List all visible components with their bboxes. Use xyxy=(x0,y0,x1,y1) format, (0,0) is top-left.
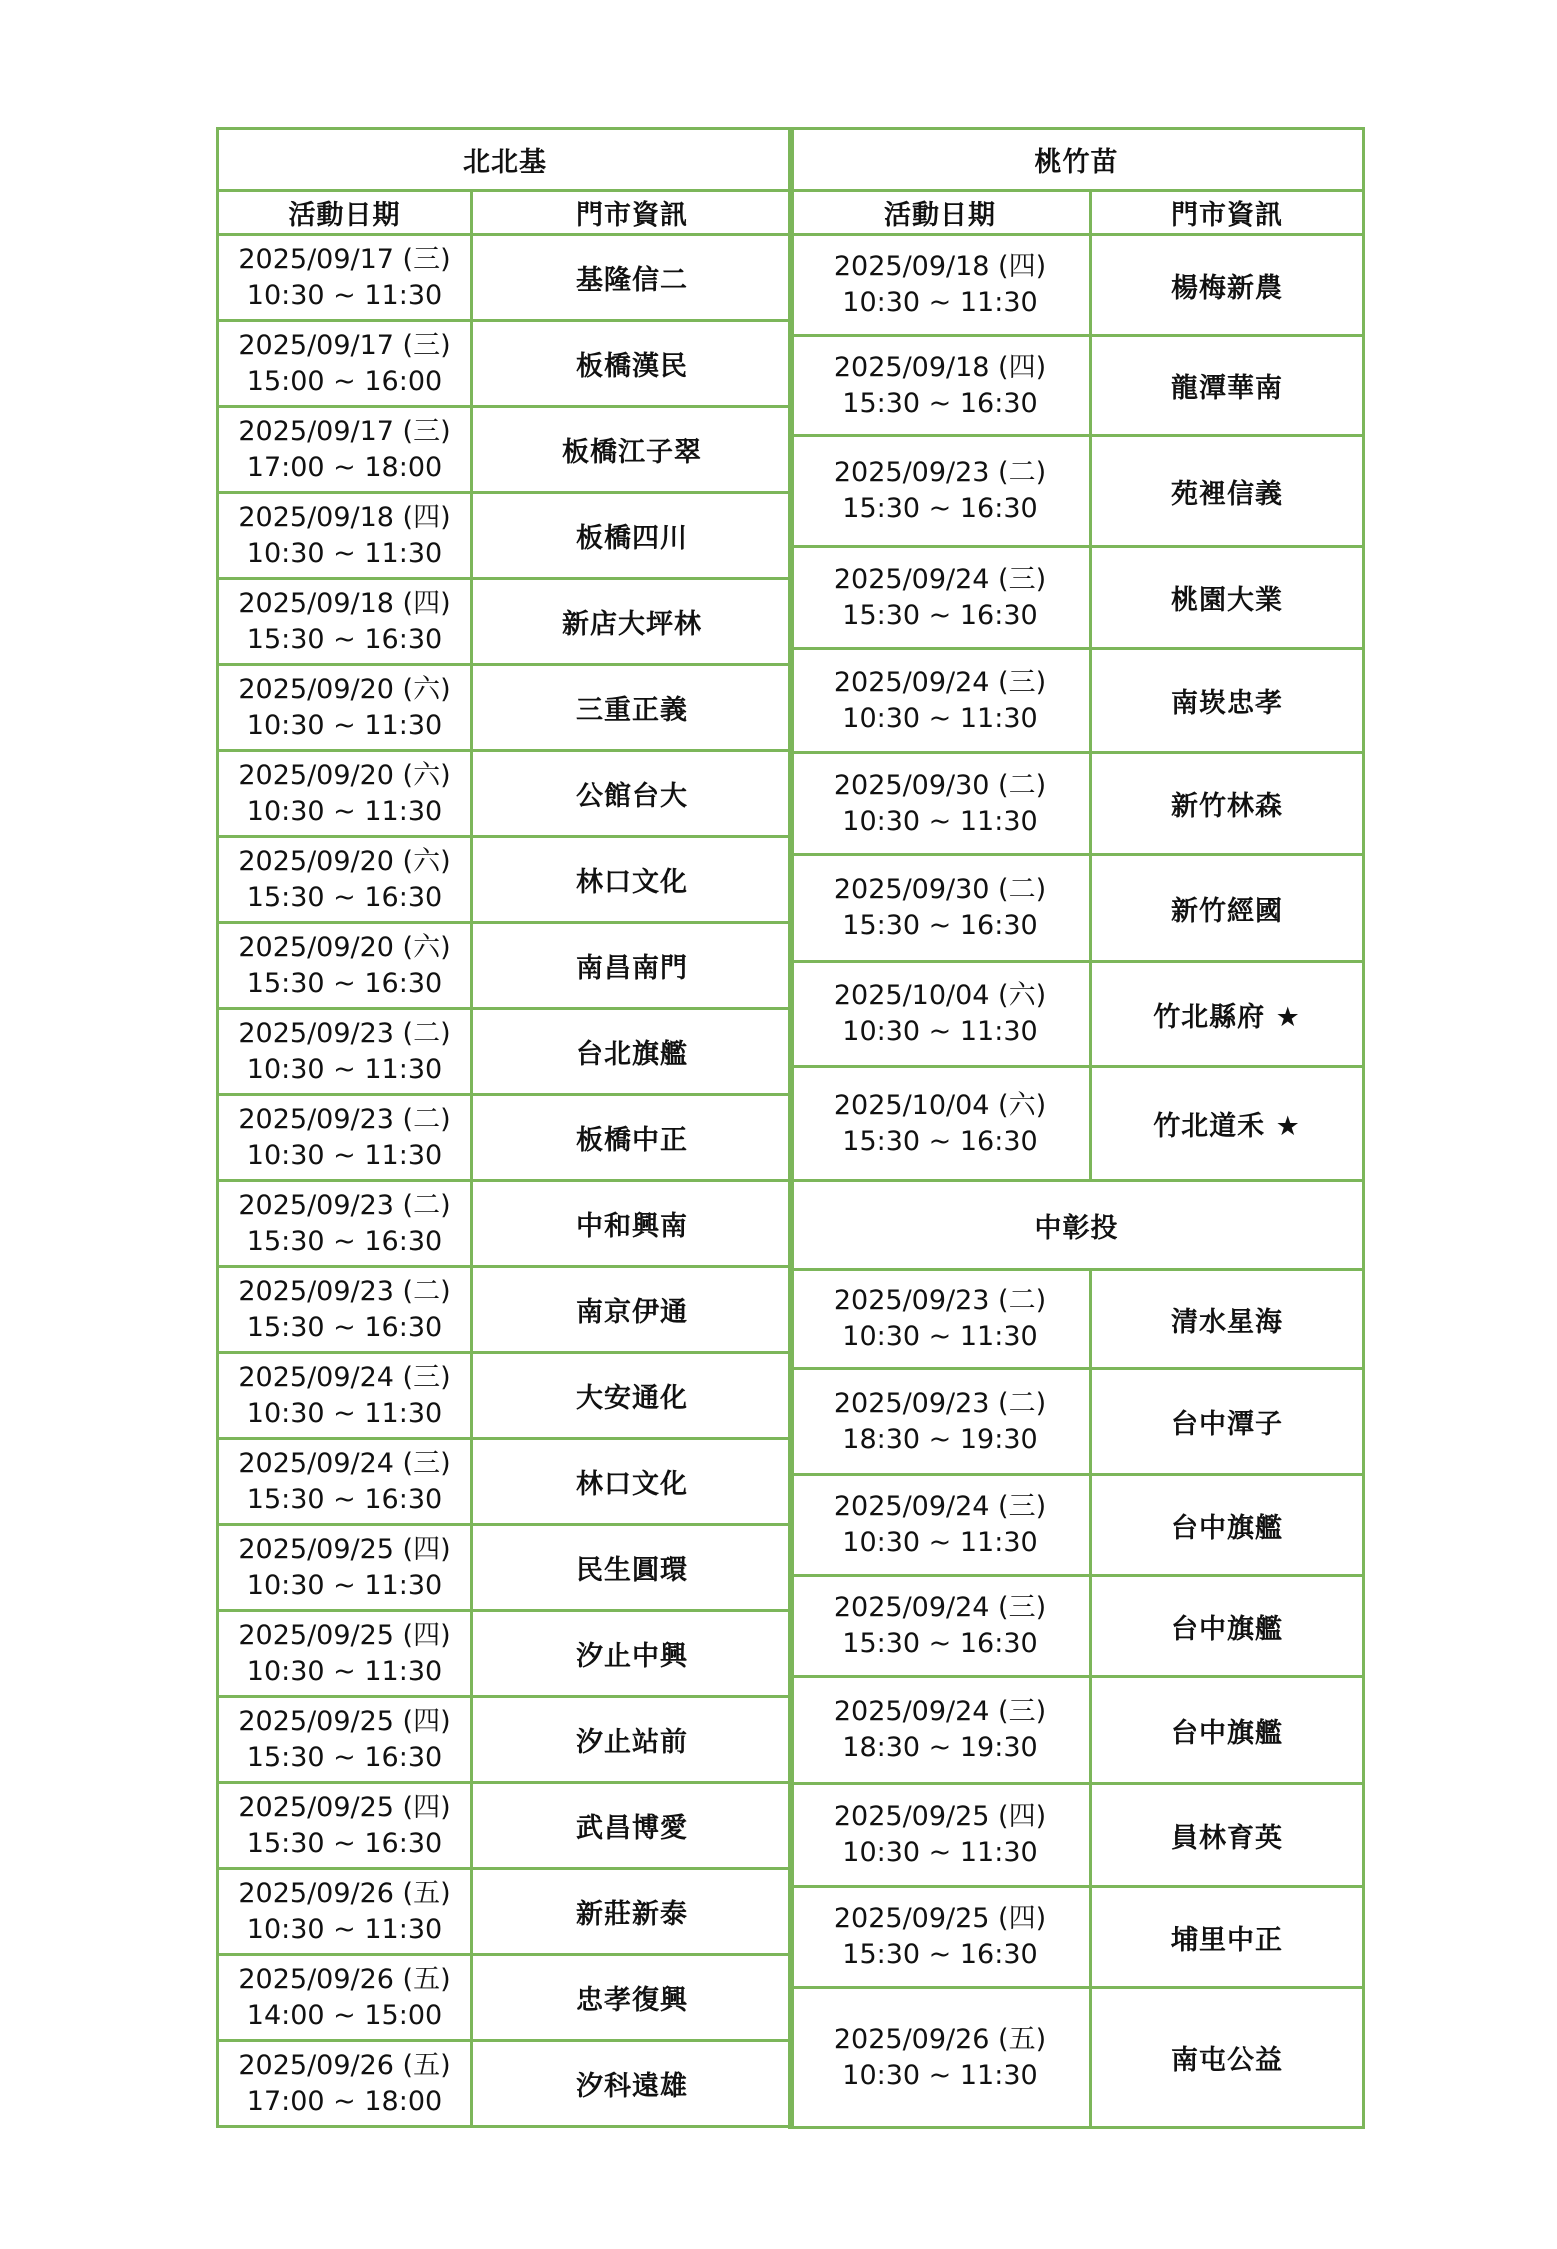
event-date-cell xyxy=(790,1475,1091,1576)
store-name: 埔里中正 xyxy=(1091,1887,1364,1988)
event-time: 15:30 ~ 16:30 xyxy=(246,1483,443,1515)
store-name: 武昌博愛 xyxy=(472,1783,793,1869)
store-name: 新竹經國 xyxy=(1091,855,1364,962)
store-name: 忠孝復興 xyxy=(472,1955,793,2041)
store-name: 新竹林森 xyxy=(1091,753,1364,855)
event-date-cell xyxy=(218,665,472,751)
store-name: 台中潭子 xyxy=(1091,1369,1364,1475)
table-row xyxy=(218,837,793,923)
event-date-cell xyxy=(218,1009,472,1095)
event-time: 15:30 ~ 16:30 xyxy=(246,1827,443,1859)
event-date: 2025/09/24 (三) xyxy=(833,666,1047,698)
event-time: 15:30 ~ 16:30 xyxy=(246,1741,443,1773)
table-row xyxy=(790,235,1364,336)
table-row xyxy=(790,547,1364,649)
event-date: 2025/09/17 (三) xyxy=(238,329,451,361)
event-date-cell xyxy=(790,649,1091,753)
region-header: 北北基 xyxy=(218,129,793,191)
event-date-cell xyxy=(218,923,472,1009)
event-date: 2025/09/24 (三) xyxy=(833,1491,1047,1522)
store-name: 竹北道禾 ★ xyxy=(1091,1067,1364,1181)
event-date-cell xyxy=(790,336,1091,436)
event-date-cell xyxy=(218,235,472,321)
event-date: 2025/09/24 (三) xyxy=(238,1361,451,1393)
event-time: 15:30 ~ 16:30 xyxy=(842,910,1038,941)
table-row xyxy=(218,1267,793,1353)
table-row xyxy=(790,753,1364,855)
table-row xyxy=(218,1697,793,1783)
event-time: 10:30 ~ 11:30 xyxy=(246,1139,443,1171)
store-name: 員林育英 xyxy=(1091,1784,1364,1887)
event-date: 2025/09/26 (五) xyxy=(238,2049,451,2081)
event-time: 10:30 ~ 11:30 xyxy=(246,709,443,741)
event-date-cell xyxy=(790,1677,1091,1784)
event-date-cell xyxy=(790,855,1091,962)
table-row xyxy=(218,1181,793,1267)
store-name: 板橋中正 xyxy=(472,1095,793,1181)
event-date: 2025/09/18 (四) xyxy=(238,587,451,619)
event-date: 2025/09/25 (四) xyxy=(833,1801,1047,1832)
region-table-north xyxy=(216,127,794,2128)
table-row xyxy=(218,1611,793,1697)
region-table-central xyxy=(788,127,1365,2129)
table-row xyxy=(218,407,793,493)
event-date-cell xyxy=(218,1783,472,1869)
event-time: 15:00 ~ 16:00 xyxy=(246,365,443,397)
event-time: 10:30 ~ 11:30 xyxy=(246,1913,443,1945)
event-date: 2025/09/24 (三) xyxy=(833,1696,1047,1727)
event-time: 10:30 ~ 11:30 xyxy=(246,537,443,569)
event-date: 2025/09/20 (六) xyxy=(238,673,451,705)
event-time: 10:30 ~ 11:30 xyxy=(246,1397,443,1429)
table-row xyxy=(790,1270,1364,1369)
event-date-cell xyxy=(790,1576,1091,1677)
table-row xyxy=(790,336,1364,436)
event-time: 10:30 ~ 11:30 xyxy=(842,1016,1038,1047)
event-date-cell xyxy=(790,962,1091,1067)
store-name: 南昌南門 xyxy=(472,923,793,1009)
event-time: 10:30 ~ 11:30 xyxy=(246,279,443,311)
event-date: 2025/09/20 (六) xyxy=(238,759,451,791)
event-time: 10:30 ~ 11:30 xyxy=(246,795,443,827)
table-row xyxy=(790,1887,1364,1988)
event-date: 2025/09/23 (二) xyxy=(833,1285,1047,1316)
table-row xyxy=(218,321,793,407)
event-date-cell xyxy=(218,1267,472,1353)
region-header: 桃竹苗 xyxy=(790,129,1364,191)
event-date-cell xyxy=(218,579,472,665)
event-date-cell xyxy=(218,407,472,493)
event-time: 15:30 ~ 16:30 xyxy=(842,1628,1038,1659)
store-name: 民生圓環 xyxy=(472,1525,793,1611)
event-time: 10:30 ~ 11:30 xyxy=(842,1321,1038,1352)
event-time: 10:30 ~ 11:30 xyxy=(246,1569,443,1601)
column-header-store: 門市資訊 xyxy=(472,191,793,235)
event-date-cell xyxy=(790,1067,1091,1181)
event-date: 2025/09/23 (二) xyxy=(238,1189,451,1221)
event-date: 2025/09/17 (三) xyxy=(238,243,451,275)
event-time: 15:30 ~ 16:30 xyxy=(842,1125,1038,1157)
event-date: 2025/09/26 (五) xyxy=(238,1877,451,1909)
store-name: 板橋漢民 xyxy=(472,321,793,407)
event-date: 2025/09/20 (六) xyxy=(238,845,451,877)
event-date-cell xyxy=(790,1369,1091,1475)
store-name: 南京伊通 xyxy=(472,1267,793,1353)
event-time: 15:30 ~ 16:30 xyxy=(246,967,443,999)
event-date-cell xyxy=(218,493,472,579)
event-date-cell xyxy=(790,1784,1091,1887)
event-time: 15:30 ~ 16:30 xyxy=(246,1225,443,1257)
event-date-cell xyxy=(218,1439,472,1525)
event-date: 2025/09/26 (五) xyxy=(238,1963,451,1995)
store-name: 南屯公益 xyxy=(1091,1988,1364,2128)
table-row xyxy=(218,923,793,1009)
event-time: 17:00 ~ 18:00 xyxy=(246,2085,443,2117)
event-time: 18:30 ~ 19:30 xyxy=(842,1423,1038,1455)
event-time: 18:30 ~ 19:30 xyxy=(842,1732,1038,1763)
store-name: 林口文化 xyxy=(472,1439,793,1525)
event-date: 2025/09/24 (三) xyxy=(833,1592,1047,1623)
table-row xyxy=(218,235,793,321)
store-name: 汐止站前 xyxy=(472,1697,793,1783)
store-name: 桃園大業 xyxy=(1091,547,1364,649)
event-date-cell xyxy=(218,1525,472,1611)
event-date: 2025/09/25 (四) xyxy=(238,1791,451,1823)
table-row xyxy=(218,1525,793,1611)
column-header-date: 活動日期 xyxy=(790,191,1091,235)
store-name: 新莊新泰 xyxy=(472,1869,793,1955)
event-time: 15:30 ~ 16:30 xyxy=(842,493,1038,524)
event-time: 15:30 ~ 16:30 xyxy=(842,599,1038,631)
table-row xyxy=(218,579,793,665)
event-date: 2025/09/30 (二) xyxy=(833,769,1047,801)
event-date: 2025/10/04 (六) xyxy=(833,980,1047,1011)
table-row xyxy=(218,1869,793,1955)
event-date: 2025/09/18 (四) xyxy=(238,501,451,533)
table-row xyxy=(790,1988,1364,2128)
event-time: 10:30 ~ 11:30 xyxy=(842,1837,1038,1868)
event-date-cell xyxy=(790,1270,1091,1369)
table-row xyxy=(218,1095,793,1181)
event-date-cell xyxy=(218,1353,472,1439)
store-name: 汐科遠雄 xyxy=(472,2041,793,2127)
store-name: 公館台大 xyxy=(472,751,793,837)
event-date-cell xyxy=(790,1887,1091,1988)
event-date-cell xyxy=(218,1611,472,1697)
store-name: 三重正義 xyxy=(472,665,793,751)
store-name: 板橋江子翠 xyxy=(472,407,793,493)
table-row xyxy=(790,1784,1364,1887)
store-name: 苑裡信義 xyxy=(1091,436,1364,547)
event-date-cell xyxy=(218,1181,472,1267)
event-date-cell xyxy=(790,753,1091,855)
event-time: 15:30 ~ 16:30 xyxy=(842,1939,1038,1970)
store-name: 竹北縣府 ★ xyxy=(1091,962,1364,1067)
table-row xyxy=(790,855,1364,962)
event-date: 2025/09/18 (四) xyxy=(833,251,1047,282)
store-name: 中和興南 xyxy=(472,1181,793,1267)
event-date-cell xyxy=(218,1095,472,1181)
table-row xyxy=(218,1353,793,1439)
store-name: 大安通化 xyxy=(472,1353,793,1439)
event-date: 2025/09/25 (四) xyxy=(238,1533,451,1565)
store-name: 板橋四川 xyxy=(472,493,793,579)
event-time: 10:30 ~ 11:30 xyxy=(842,2059,1038,2091)
table-row xyxy=(218,1439,793,1525)
event-date-cell xyxy=(218,751,472,837)
event-date-cell xyxy=(218,2041,472,2127)
event-date: 2025/09/30 (二) xyxy=(833,874,1047,905)
store-name: 台中旗艦 xyxy=(1091,1475,1364,1576)
event-time: 15:30 ~ 16:30 xyxy=(842,387,1038,419)
event-time: 10:30 ~ 11:30 xyxy=(842,1527,1038,1558)
event-date: 2025/09/23 (二) xyxy=(238,1275,451,1307)
event-date: 2025/09/18 (四) xyxy=(833,351,1047,383)
region-header: 中彰投 xyxy=(790,1181,1364,1270)
store-name: 汐止中興 xyxy=(472,1611,793,1697)
event-date-cell xyxy=(218,321,472,407)
table-row xyxy=(218,751,793,837)
event-time: 17:00 ~ 18:00 xyxy=(246,451,443,483)
store-name: 楊梅新農 xyxy=(1091,235,1364,336)
event-time: 15:30 ~ 16:30 xyxy=(246,623,443,655)
event-time: 10:30 ~ 11:30 xyxy=(246,1655,443,1687)
event-date: 2025/09/24 (三) xyxy=(238,1447,451,1479)
store-name: 清水星海 xyxy=(1091,1270,1364,1369)
event-time: 14:00 ~ 15:00 xyxy=(246,1999,443,2031)
table-row xyxy=(218,665,793,751)
table-row xyxy=(790,1067,1364,1181)
store-name: 台北旗艦 xyxy=(472,1009,793,1095)
event-date: 2025/10/04 (六) xyxy=(833,1089,1047,1121)
event-date-cell xyxy=(218,1869,472,1955)
event-date-cell xyxy=(218,1955,472,2041)
store-name: 基隆信二 xyxy=(472,235,793,321)
event-date: 2025/09/23 (二) xyxy=(833,457,1047,488)
event-date: 2025/09/26 (五) xyxy=(833,2023,1047,2055)
event-date-cell xyxy=(218,837,472,923)
store-name: 龍潭華南 xyxy=(1091,336,1364,436)
store-name: 台中旗艦 xyxy=(1091,1677,1364,1784)
store-name: 台中旗艦 xyxy=(1091,1576,1364,1677)
table-row xyxy=(790,436,1364,547)
table-row xyxy=(790,962,1364,1067)
event-date-cell xyxy=(790,235,1091,336)
event-time: 10:30 ~ 11:30 xyxy=(842,702,1038,734)
event-date: 2025/09/24 (三) xyxy=(833,563,1047,595)
table-row xyxy=(218,2041,793,2127)
event-date: 2025/09/25 (四) xyxy=(833,1903,1047,1934)
event-date: 2025/09/25 (四) xyxy=(238,1619,451,1651)
table-row xyxy=(790,1475,1364,1576)
event-date: 2025/09/23 (二) xyxy=(238,1017,451,1049)
column-header-date: 活動日期 xyxy=(218,191,472,235)
event-time: 10:30 ~ 11:30 xyxy=(842,287,1038,318)
store-name: 南崁忠孝 xyxy=(1091,649,1364,753)
event-date: 2025/09/17 (三) xyxy=(238,415,451,447)
table-row xyxy=(790,1369,1364,1475)
event-date: 2025/09/23 (二) xyxy=(833,1387,1047,1419)
event-date: 2025/09/20 (六) xyxy=(238,931,451,963)
store-name: 新店大坪林 xyxy=(472,579,793,665)
event-date-cell xyxy=(790,547,1091,649)
event-date: 2025/09/23 (二) xyxy=(238,1103,451,1135)
table-row xyxy=(218,493,793,579)
store-name: 林口文化 xyxy=(472,837,793,923)
table-row xyxy=(790,649,1364,753)
event-date-cell xyxy=(790,436,1091,547)
event-date-cell xyxy=(218,1697,472,1783)
column-header-store: 門市資訊 xyxy=(1091,191,1364,235)
table-row xyxy=(790,1677,1364,1784)
event-date-cell xyxy=(790,1988,1091,2128)
table-row xyxy=(218,1009,793,1095)
event-time: 10:30 ~ 11:30 xyxy=(842,805,1038,837)
table-row xyxy=(218,1783,793,1869)
event-date: 2025/09/25 (四) xyxy=(238,1705,451,1737)
event-time: 10:30 ~ 11:30 xyxy=(246,1053,443,1085)
table-row xyxy=(790,1576,1364,1677)
event-time: 15:30 ~ 16:30 xyxy=(246,1311,443,1343)
table-row xyxy=(218,1955,793,2041)
event-time: 15:30 ~ 16:30 xyxy=(246,881,443,913)
